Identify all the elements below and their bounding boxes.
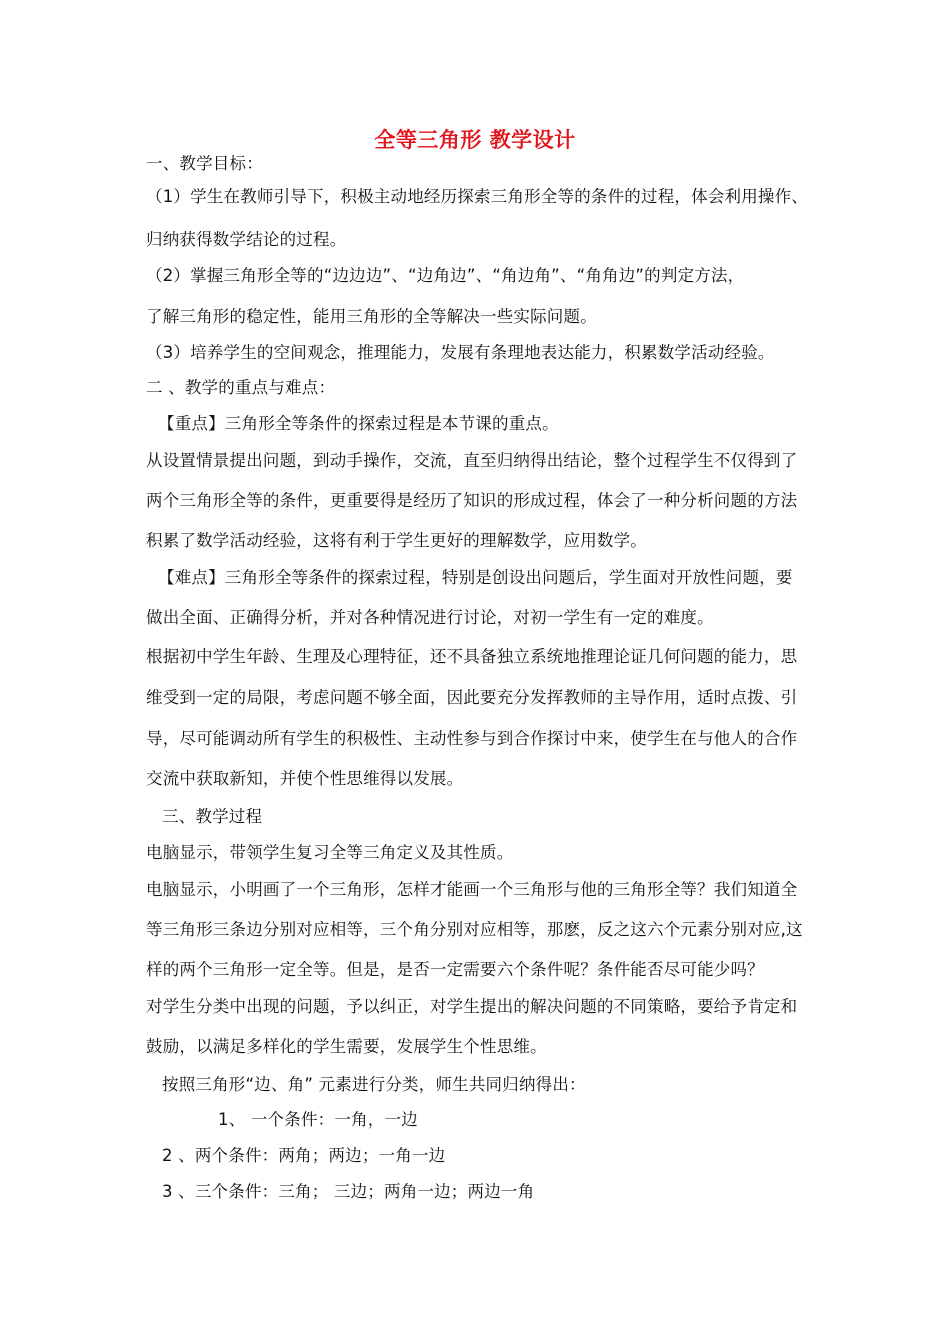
paragraph-line: 根据初中学生年龄、生理及心理特征，还不具备独立系统地推理论证几何问题的能力，思	[146, 647, 798, 666]
paragraph-line: 电脑显示，小明画了一个三角形，怎样才能画一个三角形与他的三角形全等？我们知道全	[146, 880, 798, 899]
paragraph-line: 电脑显示，带领学生复习全等三角定义及其性质。	[146, 843, 514, 862]
section-heading-objectives: 一、教学目标：	[146, 154, 263, 173]
paragraph-line: 样的两个三角形一定全等。但是，是否一定需要六个条件呢？条件能否尽可能少吗？	[146, 960, 764, 979]
paragraph-line: （3）培养学生的空间观念，推理能力，发展有条理地表达能力，积累数学活动经验。	[146, 343, 775, 362]
key-point-line: 【重点】三角形全等条件的探索过程是本节课的重点。	[158, 414, 559, 433]
section-heading-process: 三、教学过程	[162, 807, 263, 826]
paragraph-line: （2）掌握三角形全等的“边边边”、“边角边”、“角边角”、“角角边”的判定方法，	[146, 266, 745, 285]
list-item: 2 、两个条件：两角；两边；一角一边	[162, 1146, 446, 1165]
paragraph-line: 两个三角形全等的条件，更重要得是经历了知识的形成过程，体会了一种分析问题的方法	[146, 491, 798, 510]
paragraph-line: 导，尽可能调动所有学生的积极性、主动性参与到合作探讨中来，使学生在与他人的合作	[146, 729, 798, 748]
paragraph-line: 从设置情景提出问题，到动手操作，交流，直至归纳得出结论，整个过程学生不仅得到了	[146, 451, 798, 470]
paragraph-line: 归纳获得数学结论的过程。	[146, 230, 347, 249]
paragraph-line: 做出全面、正确得分析，并对各种情况进行讨论，对初一学生有一定的难度。	[146, 608, 714, 627]
paragraph-line: 了解三角形的稳定性，能用三角形的全等解决一些实际问题。	[146, 307, 597, 326]
paragraph-line: 积累了数学活动经验，这将有利于学生更好的理解数学，应用数学。	[146, 531, 647, 550]
list-item: 3 、三个条件：三角； 三边；两角一边；两边一角	[162, 1182, 535, 1201]
paragraph-line: 按照三角形“边、角” 元素进行分类，师生共同归纳得出：	[162, 1075, 586, 1094]
paragraph-line: 维受到一定的局限，考虑问题不够全面，因此要充分发挥教师的主导作用，适时点拨、引	[146, 688, 798, 707]
paragraph-line: 交流中获取新知，并使个性思维得以发展。	[146, 769, 464, 788]
paragraph-line: 等三角形三条边分别对应相等，三个角分别对应相等，那麽，反之这六个元素分别对应,这	[146, 920, 803, 939]
paragraph-line: 对学生分类中出现的问题，予以纠正，对学生提出的解决问题的不同策略，要给予肯定和	[146, 997, 798, 1016]
paragraph-line: （1）学生在教师引导下，积极主动地经历探索三角形全等的条件的过程，体会利用操作、	[146, 187, 808, 206]
section-heading-key-points: 二 、教学的重点与难点：	[146, 378, 336, 397]
difficulty-line: 【难点】三角形全等条件的探索过程，特别是创设出问题后，学生面对开放性问题，要	[158, 568, 793, 587]
paragraph-line: 鼓励，以满足多样化的学生需要，发展学生个性思维。	[146, 1037, 547, 1056]
list-item: 1、 一个条件：一角，一边	[218, 1110, 418, 1129]
document-title: 全等三角形 教学设计	[374, 128, 576, 152]
